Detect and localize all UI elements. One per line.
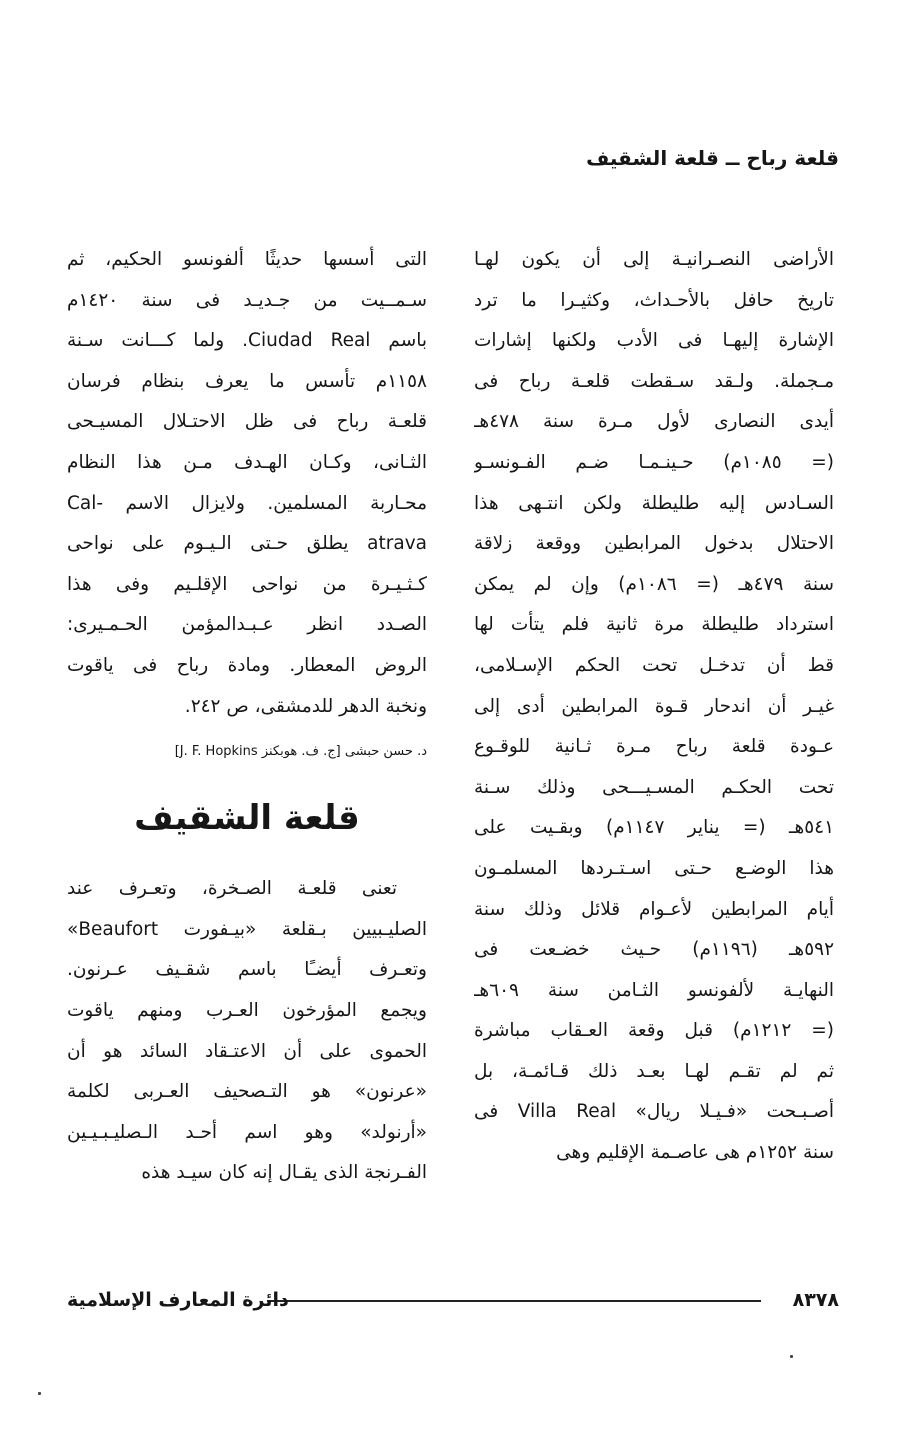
text-line: استرداد طليطلة مرة ثانية فلم يتأت لها xyxy=(474,614,834,636)
scan-speck xyxy=(790,1355,793,1358)
text-line: «عرنون» هو التـصحيف العـربى لكلمة xyxy=(67,1081,427,1103)
text-line: باسم Ciudad Real. ولما كـــانت سـنة xyxy=(67,330,427,352)
text-line: (= ١٠٨٥م) حـينـمـا ضـم الفـونسـو xyxy=(474,451,834,473)
text-line: ٥٤١هـ (= يناير ١١٤٧م) وبقـيت على xyxy=(474,817,834,839)
text-line: ويجمع المؤرخون العـرب ومنهم ياقوت xyxy=(67,999,427,1021)
text-line: مـجملة. ولـقد سـقطت قلعـة رباح فى xyxy=(474,370,834,392)
text-line: الثـانى، وكـان الهـدف مـن هذا النظام xyxy=(67,451,427,473)
text-line: الفـرنجة الذى يقـال إنه كان سيـد هذه xyxy=(141,1162,427,1184)
text-line: أصـبـحت «فـيـلا ريال» Villa Real فى xyxy=(474,1101,834,1123)
left-column xyxy=(67,240,427,1194)
text-line: التى أسسها حديثًا ألفونسو الحكيم، ثم xyxy=(67,249,427,270)
page-number: ٨٣٧٨ xyxy=(792,1289,839,1311)
text-line: عـودة قلعة رباح مـرة ثـانية للوقـوع xyxy=(474,736,834,758)
text-line: غيـر أن اندحار قـوة المرابطين أدى إلى xyxy=(474,695,834,717)
text-line: أيدى النصارى لأول مـرة سنة ٤٧٨هـ xyxy=(474,411,834,433)
text-line: الصـدد انظر عـبـدالمؤمن الحـمـيرى: xyxy=(67,614,427,636)
left-column-bottom xyxy=(67,869,427,1194)
text-line: كـثـيـرة من نواحى الإقلـيم وفى هذا xyxy=(67,573,427,595)
text-line: الأراضى النصـرانيـة إلى أن يكون لهـا xyxy=(474,249,834,270)
text-line: محـاربة المسلمين. ولايزال الاسم -Cal xyxy=(67,492,427,514)
text-line: وتعـرف أيضـًا باسم شقـيف عـرنون. xyxy=(67,959,427,981)
text-line: النهايـة لألفونسو الثـامن سنة ٦٠٩هـ xyxy=(474,979,834,1001)
text-line: قط أن تدخـل تحت الحكم الإسـلامى، xyxy=(474,654,834,676)
text-line: ٥٩٢هـ (١١٩٦م) حـيث خضـعت فى xyxy=(474,939,834,961)
text-line: ١١٥٨م تأسس ما يعرف بنظام فرسان xyxy=(67,370,427,392)
author-byline: د. حسن حبشى [ج. ف. هوبكنز J. F. Hopkins] xyxy=(174,744,427,760)
text-line: هذا الوضـع حـتى اسـتـردها المسلمـون xyxy=(474,857,834,879)
text-line: الحموى على أن الاعتـقاد السائد هو أن xyxy=(67,1040,427,1062)
text-line: الروض المعطار. ومادة رباح فى ياقوت xyxy=(67,654,427,676)
text-line: (= ١٢١٢م) قبل وقعة العـقاب مباشرة xyxy=(474,1020,834,1042)
text-line: تحت الحكـم المسـيـــحى وذلك سـنة xyxy=(474,776,834,798)
text-line: السـادس إليه طليطلة ولكن انتـهى هذا xyxy=(474,492,834,514)
text-line: تعنى قلعـة الصـخرة، وتعـرف عند xyxy=(67,878,397,900)
running-head: قلعة رباح ــ قلعة الشقيف xyxy=(586,146,839,170)
text-line: سـمــيت من جـديـد فى سنة ١٤٢٠م xyxy=(67,289,427,311)
text-line: سنة ١٢٥٢م هى عاصـمة الإقليم وهى xyxy=(556,1142,834,1164)
text-line: الصليـبيين بـقلعة «بيـفورت Beaufort» xyxy=(67,918,427,940)
text-line: الاحتلال بدخول المرابطين ووقعة زلاقة xyxy=(474,533,834,555)
page-footer xyxy=(67,1283,839,1317)
text-line: الإشارة إليهـا فى الأدب ولكنها إشارات xyxy=(474,330,834,352)
text-line: ثم لم تقـم لهـا بعـد ذلك قـائمـة، بل xyxy=(474,1060,834,1082)
text-line: تاريخ حافل بالأحـداث، وكثيـرا ما ترد xyxy=(474,289,834,311)
journal-title: دائرة المعارف الإسلامية xyxy=(67,1289,289,1311)
text-line: سنة ٤٧٩هـ (= ١٠٨٦م) وإن لم يمكن xyxy=(474,573,834,595)
footer-rule xyxy=(267,1300,761,1302)
text-line: قلعـة رباح فى ظل الاحتـلال المسيـحى xyxy=(67,411,427,433)
entry-title: قلعة الشقيف xyxy=(134,798,360,839)
scan-speck xyxy=(38,1392,41,1395)
text-line: أيام المرابطين لأعـوام قلائل وذلك سنة xyxy=(474,898,834,920)
text-line: ونخبة الدهر للدمشقى، ص ٢٤٢. xyxy=(184,695,427,717)
right-column xyxy=(474,240,834,1174)
text-line: «أرنولد» وهو اسم أحـد الـصليـبـيـين xyxy=(67,1121,427,1143)
text-line: atrava يطلق حـتى الـيـوم على نواحى xyxy=(67,533,427,555)
left-column-top xyxy=(67,240,427,727)
